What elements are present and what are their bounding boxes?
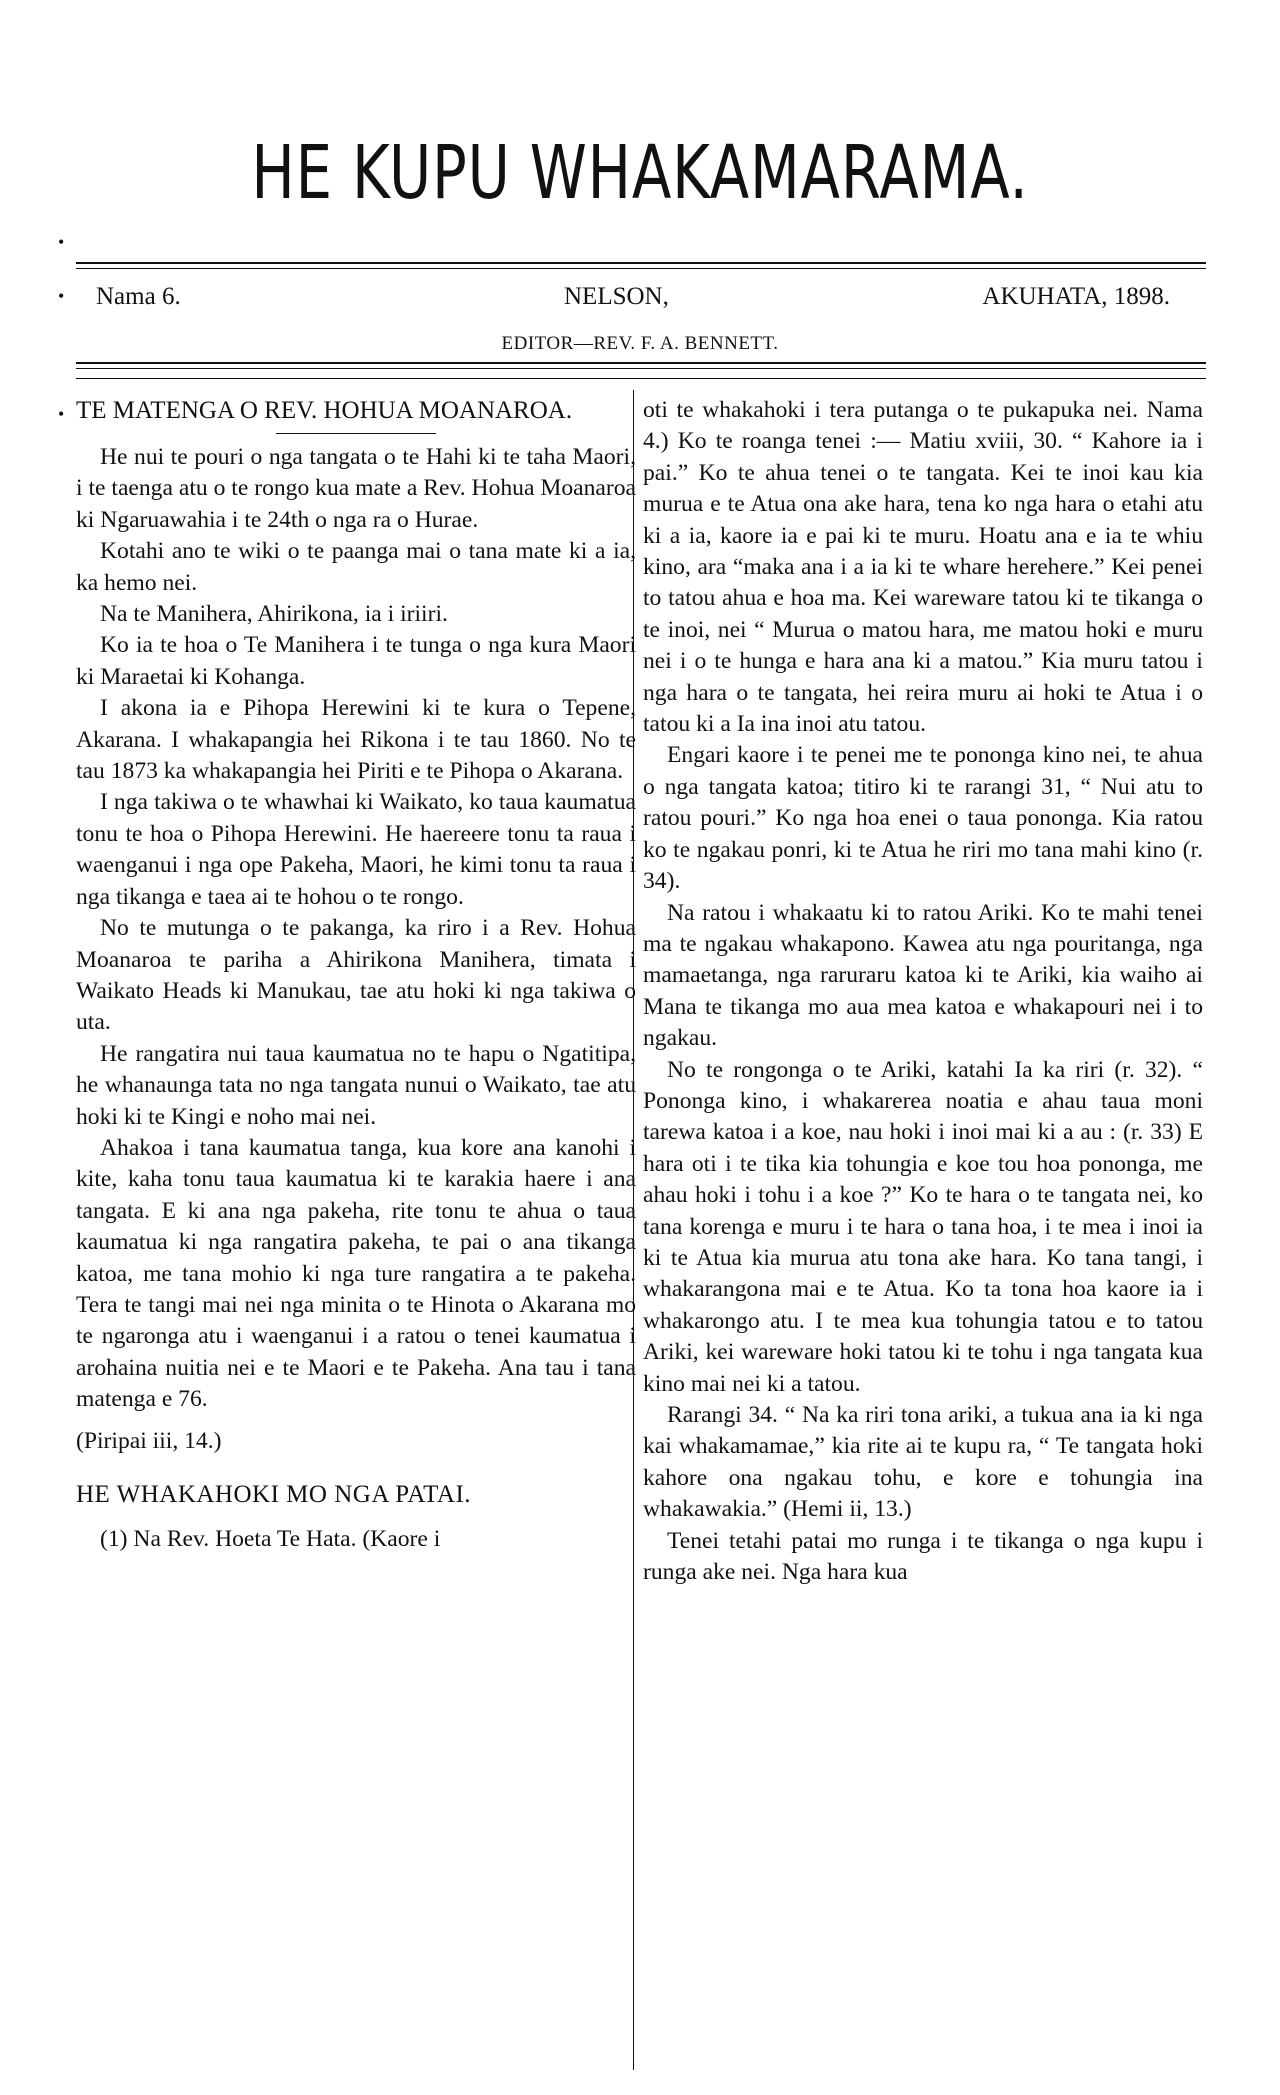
left-column [76,395,636,1556]
header-rule [76,362,1206,364]
headline-rule [276,433,436,434]
issue-date: AKUHATA, 1898. [982,283,1170,310]
paragraph: No te rongonga o te Ariki, katahi Ia ka riri (r. 32). “ Pononga kino, i whakarerea noatia e ahau taua moni tarewa katoa i a koe, nau hoki i inoi mai ki a au : (r. 33) E hara oti i te tika kia tohungia e koe tou hoa pononga, me ahau hoki i tohu i a koe ?” Ko te hara o te tangata nei, ko tana korenga e muru i te hara o tana hoa, i te mea i inoi ia ki te Atua kia murua atu tona ake hara. Ko tana tangi, i whakarangona mai e te Atua. Ko ta tona hoa kaore ia i whakarongo atu. I te mea kua tohungia tatou e to tatou Ariki, kei wareware hoki tatou ki te tohu i nga tangata kua kino mai nei ki a tatou. [643,1056,1203,1397]
margin-bullet-mark: • [58,404,65,424]
issue-number: Nama 6. [96,283,181,310]
margin-bullet-mark: • [58,232,65,252]
paragraph: Kotahi ano te wiki o te paanga mai o tana mate ki a ia, ka hemo nei. [76,538,636,596]
paragraph: Rarangi 34. “ Na ka riri tona ariki, a tukua ana ia ki nga kai whakamamae,” kia rite ai te kupu ra, “ Te tangata hoki kahore ona ngakau tohu, e kore e tohungia ina whakawakia.” (Hemi ii, 13.) [643,1402,1203,1523]
paragraph: Ko ia te hoa o Te Manihera i te tunga o nga kura Maori ki Maraetai ki Kohanga. [76,632,636,690]
issue-place: NELSON, [564,283,669,310]
paragraph: He rangatira nui taua kaumatua no te hapu o Ngatitipa, he whanaunga tata no nga tangata nunui o Waikato, tae atu hoki ki te Kingi e noho mai nei. [76,1040,636,1130]
paragraph: oti te whakahoki i tera putanga o te pukapuka nei. Nama 4.) Ko te roanga tenei :— Matiu xviii, 30. “ Kahore ia i pai.” Ko te ahua tenei o te tangata. Kei te inoi kau kia murua e te Atua ona ake hara, tena ko nga hara o etahi atu ki a ia, kaore ia e pai ki te muru. Hoatu ana e ia te whiu kino, ara “maka ana i a ia ki te whare herehere.” Kei penei to tatou ahua e hoa ma. Kei wareware tatou ki te tikanga o te inoi, nei “ Murua o matou hara, me matou hoki e muru nei i o te hunga e hara ana ki a matou.” Kia muru tatou i nga hara o te tangata, hei reira muru ai hoki te Atua i o tatou ki a Ia ina inoi atu tatou. [643,397,1203,738]
scripture-reference: (Piripai iii, 14.) [76,1427,222,1454]
paragraph: No te mutunga o te pakanga, ka riro i a Rev. Hohua Moanaroa te pariha a Ahirikona Manihera, timata i Waikato Heads ki Manukau, tae atu hoki ki nga takiwa o uta. [76,915,636,1036]
paragraph: Engari kaore i te penei me te pononga kino nei, te ahua o nga tangata katoa; titiro ki te rarangi 31, “ Nui atu to ratou pouri.” Ko nga hoa enei o taua pononga. Kia ratou ko te ngakau ponri, ki te Atua he riri mo tana mahi kino (r. 34). [643,742,1203,895]
paragraph: Na ratou i whakaatu ki to ratou Ariki. Ko te mahi tenei ma te ngakau whakapono. Kawea atu nga pouritanga, nga mamaetanga, nga raruraru katoa ki te Ariki, kia waiho ai Mana te tikanga mo aua mea katoa e whakapouri nei i to ngakau. [643,899,1203,1052]
masthead-rule [76,262,1206,264]
margin-bullet-mark: • [58,286,65,306]
paragraph: (1) Na Rev. Hoeta Te Hata. (Kaore i [100,1526,441,1553]
paragraph: Na te Manihera, Ahirikona, ia i iriiri. [100,601,448,628]
editor-line: EDITOR—REV. F. A. BENNETT. [501,333,779,354]
paragraph: I akona ia e Pihopa Herewini ki te kura o Tepene, Akarana. I whakapangia hei Rikona i te tau 1860. No te tau 1873 ka whakapangia hei Piriti e te Pihopa o Akarana. [76,695,636,785]
paragraph: He nui te pouri o nga tangata o te Hahi ki te taha Maori, i te taenga atu o te rongo kua mate a Rev. Hohua Moanaroa ki Ngaruawahia i te 24th o nga ra o Hurae. [76,444,636,533]
paragraph: Ahakoa i tana kaumatua tanga, kua kore ana kanohi i kite, kaha tonu taua kaumatua ki te karakia haere i ana tangata. E ki ana nga pakeha, rite tonu te ahua o taua kaumatua ki nga rangatira pakeha, te pai o ana tikanga katoa, me tana mohio ki nga ture rangatira a te pakeha. Tera te tangi mai nei nga minita o te Hinota o Akarana mo te ngaronga atu i waenganui i a ratou o tenei kaumatua i arohaina nuitia nei e te Maori e te Pakeha. Ana tau i tana matenga e 76. [76,1134,636,1413]
right-column [643,395,1203,1588]
header-rule-thin [76,368,1206,369]
article-headline: TE MATENGA O REV. HOHUA MOANAROA. [76,397,573,424]
masthead-rule-thin [76,268,1206,269]
issue-line [96,283,1170,315]
header-rule-lower [76,378,1206,379]
section-heading: HE WHAKAHOKI MO NGA PATAI. [76,1481,472,1508]
masthead-title: HE KUPU WHAKAMARAMA. [251,130,1029,216]
paragraph: Tenei tetahi patai mo runga i te tikanga o nga kupu i runga ake nei. Nga hara kua [643,1527,1203,1586]
paragraph: I nga takiwa o te whawhai ki Waikato, ko taua kaumatua tonu te hoa o Pihopa Herewini. He haereere tonu ta raua i waenganui i nga ope Pakeha, Maori, he kimi tonu ta raua i nga tikanga e taea ai te hohou o te rongo. [76,789,636,910]
